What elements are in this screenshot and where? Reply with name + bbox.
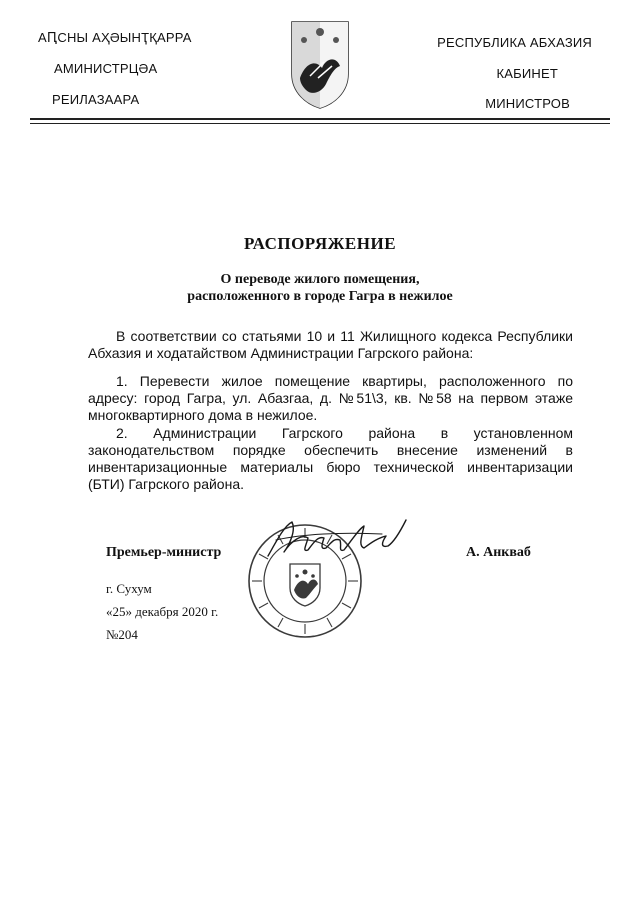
coat-of-arms-icon [288,18,352,110]
header-divider-thick [30,118,610,120]
header-divider-thin [30,123,610,124]
header-left-line-1: АԤСНЫ АҲӘЫНҬҚАРРА [38,30,192,45]
order-item-1: 1. Перевести жилое помещение квартиры, расположенного по адресу: город Гагра, ул. Абазгаа, д. №51\3, кв. №58 на первом этаже многоквартирного дома в нежилое. [88,373,573,423]
signatory-name: А. Анкваб [466,545,531,560]
header-right-line-2: КАБИНЕТ [496,66,558,81]
header-right-line-1: РЕСПУБЛИКА АБХАЗИЯ [437,35,592,50]
handwritten-signature-icon [262,512,412,566]
signatory-title: Премьер-министр [106,545,222,560]
subject-line-2: расположенного в городе Гагра в нежилое [187,289,453,304]
document-subject [0,271,640,305]
document-number: №204 [106,627,138,642]
order-item-2: 2. Администрации Гагрского района в установленном законодательством порядке обеспечить внесение изменений в инвентаризационные материалы бюро технической инвентаризации (БТИ) Гагрского района. [88,425,573,492]
document-title: РАСПОРЯЖЕНИЕ [243,234,397,253]
issue-place: г. Сухум [106,581,152,596]
subject-line-1: О переводе жилого помещения, [220,272,420,287]
intro-paragraph: В соответствии со статьями 10 и 11 Жилищного кодекса Республики Абхазия и ходатайством Администрации Гагрского района: [88,328,573,361]
header-right-line-3: МИНИСТРОВ [485,96,570,111]
header-left-line-3: РЕИЛАЗААРА [52,92,140,107]
issue-date: «25» декабря 2020 г. [106,604,219,619]
header-left-line-2: АМИНИСТРЦӘА [54,61,158,76]
